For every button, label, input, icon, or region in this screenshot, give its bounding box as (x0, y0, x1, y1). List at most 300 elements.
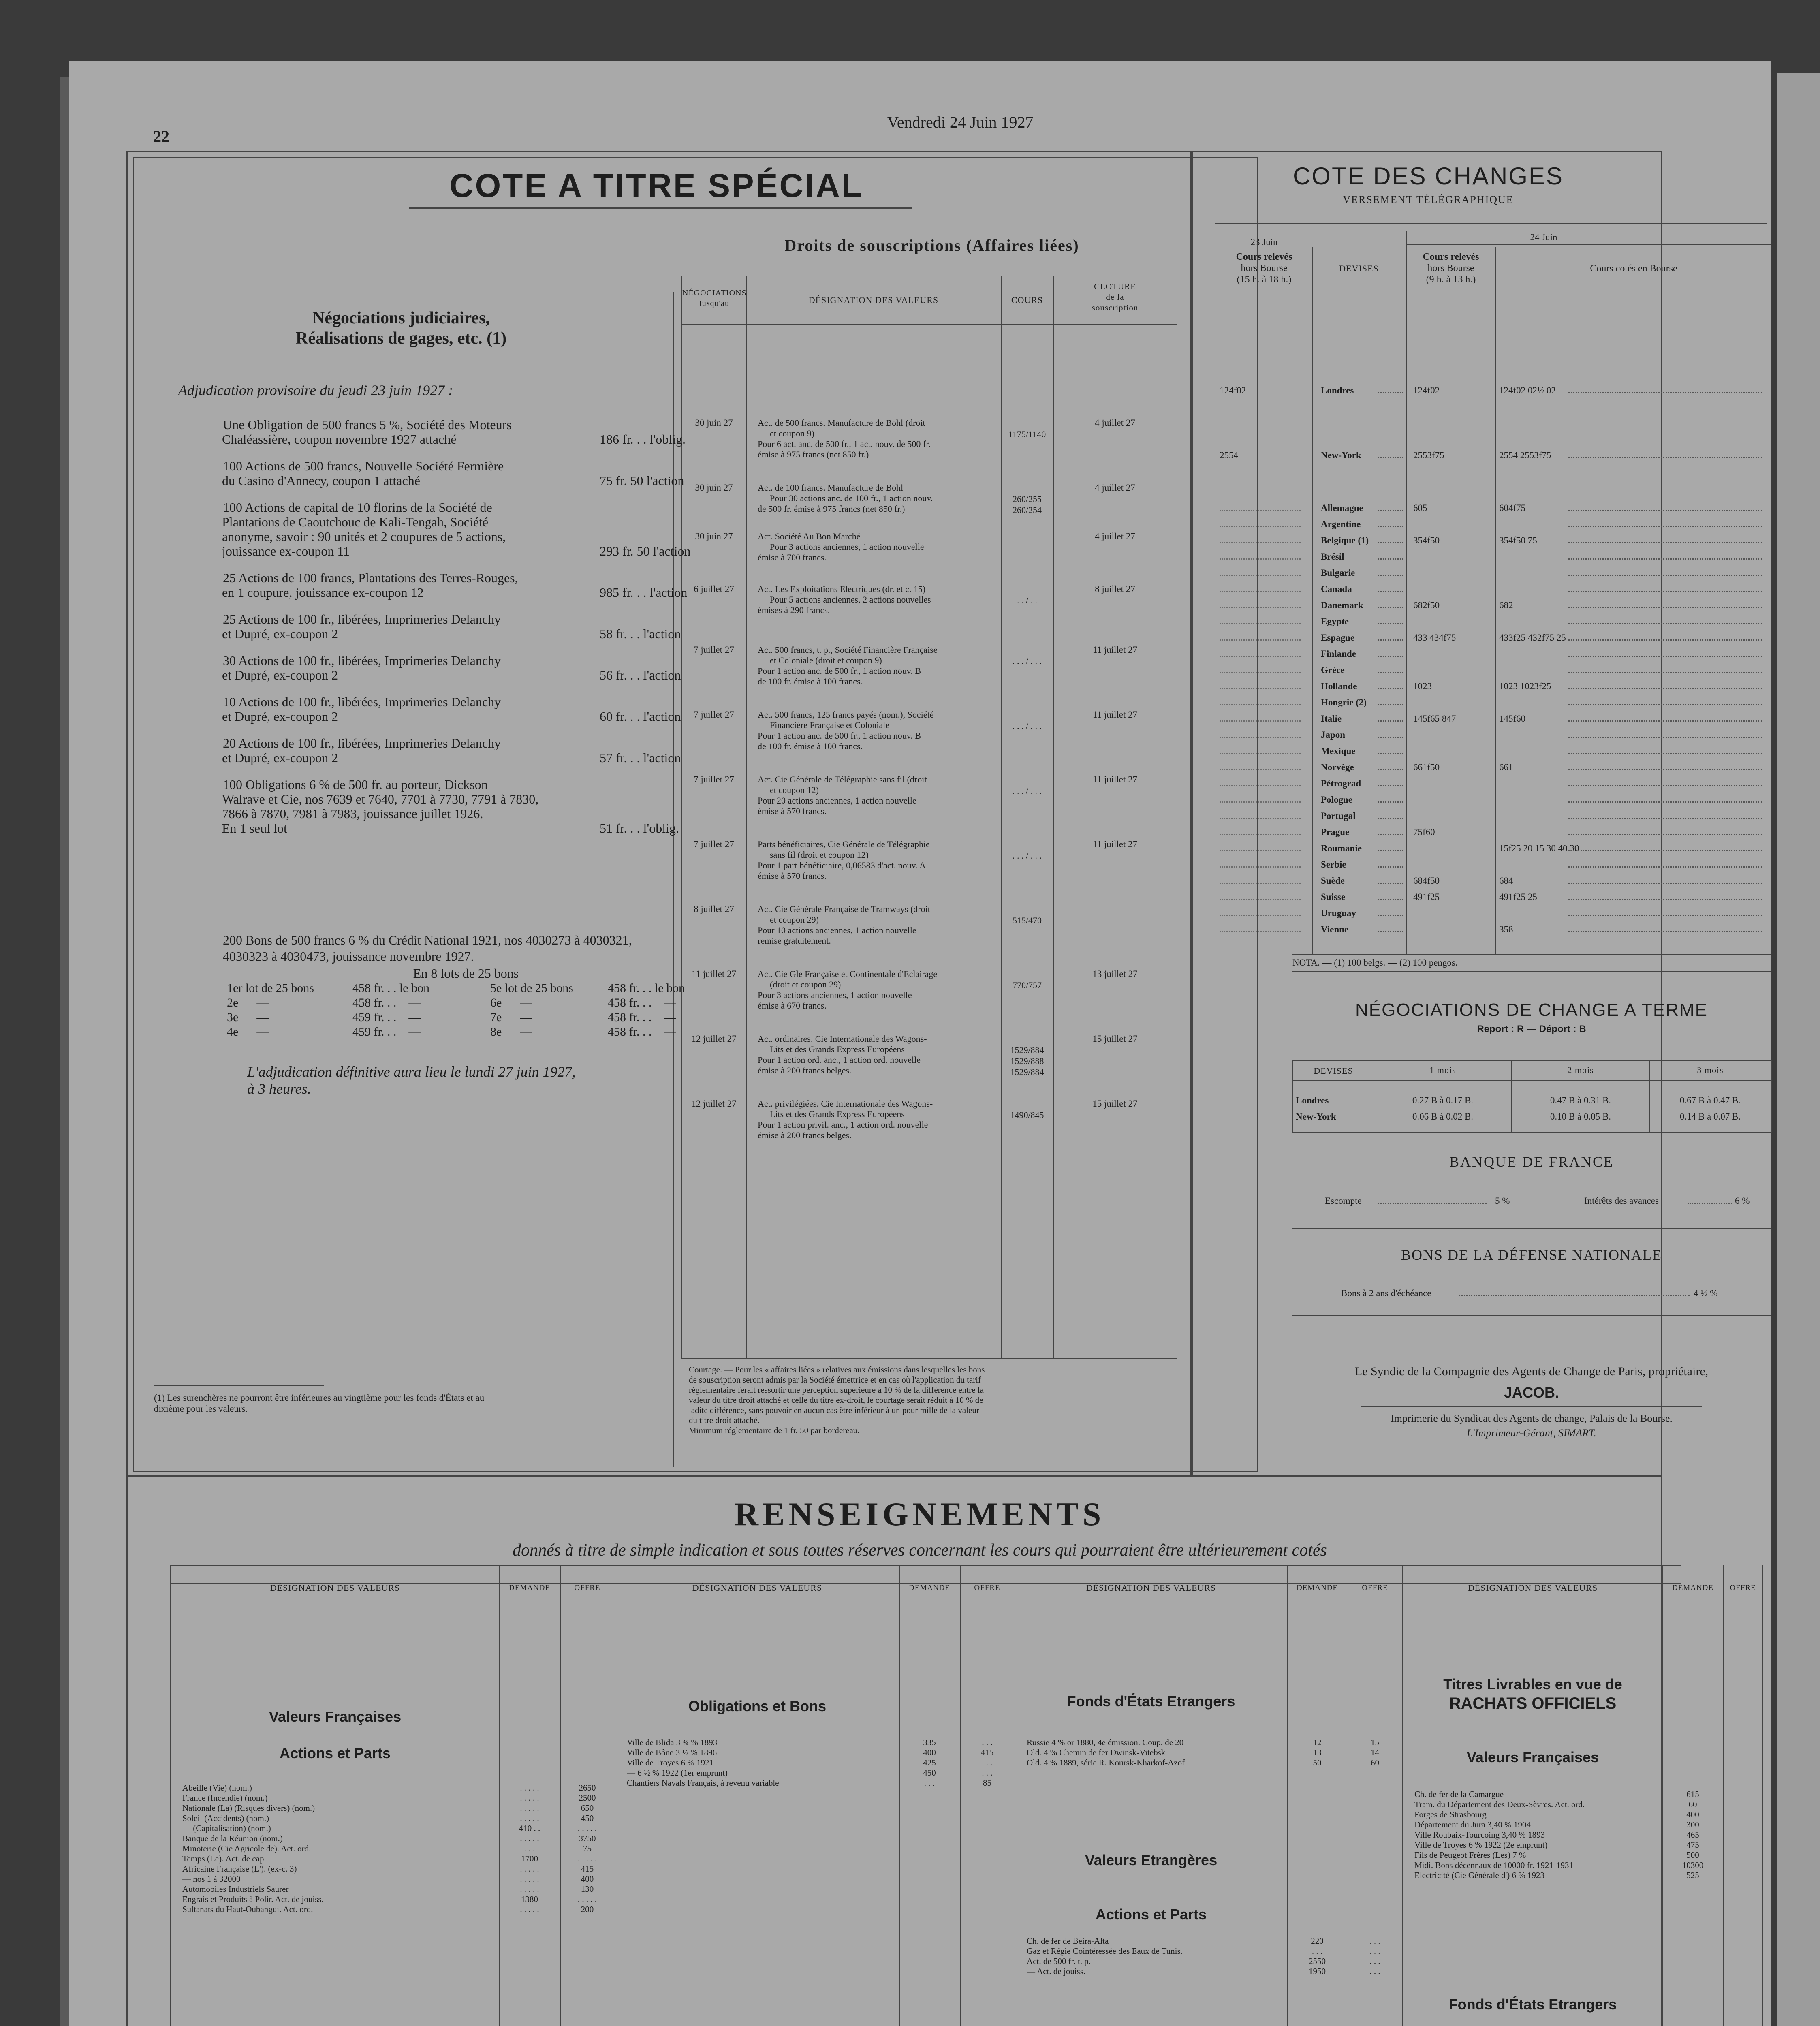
leader-dots (1568, 704, 1762, 705)
rens-row-name: Electricité (Cie Générale d') 6 % 1923 (1414, 1870, 1544, 1880)
changes-date1: 23 Juin (1250, 237, 1278, 247)
rens-row-offre: 130 (581, 1884, 594, 1894)
droits-desc: Pour 5 actions anciennes, 2 actions nouvelles (770, 594, 931, 605)
leader-dots (1568, 785, 1762, 786)
changes-title: COTE DES CHANGES (1292, 162, 1564, 190)
leader-dots (1220, 688, 1301, 689)
terme-name: Londres (1296, 1095, 1329, 1105)
special-item-text: 10 Actions de 100 fr., libérées, Imprimeries Delanchy (223, 695, 501, 709)
leader-dots (1220, 899, 1301, 900)
rens-row-offre: 400 (581, 1874, 594, 1884)
syndic-rule (1361, 1406, 1702, 1407)
rens-row-offre: 450 (581, 1813, 594, 1823)
droits-desc: de 100 fr. émise à 100 francs. (758, 676, 863, 686)
droits-desc: Pour 6 act. anc. de 500 fr., 1 act. nouv. de 500 fr. (758, 439, 931, 449)
rens-row-demande: 425 (923, 1758, 936, 1767)
droits-header-rule (681, 324, 1177, 325)
adjudication-title: Adjudication provisoire du jeudi 23 juin 1927 : (178, 382, 453, 398)
rens-row-demande: 2550 (1309, 1956, 1326, 1966)
rens-row-offre: . . . . . (577, 1854, 597, 1864)
rens-row-offre: . . . (1369, 1956, 1380, 1966)
change-name: Norvège (1321, 762, 1354, 772)
bons-text-line: 4030323 à 4030473, jouissance novembre 1927. (223, 949, 474, 964)
leader-dots (1378, 801, 1403, 803)
rens-row-name: Midi. Bons décennaux de 10000 fr. 1921-1931 (1414, 1860, 1573, 1870)
header-line: souscription (1092, 303, 1139, 312)
rens-row-name: Chantiers Navals Français, à revenu variable (627, 1778, 779, 1788)
droits-desc: et coupon 29) (770, 915, 819, 925)
leader-dots (1220, 818, 1301, 819)
changes-subtitle: VERSEMENT TÉLÉGRAPHIQUE (1343, 194, 1514, 205)
change-bourse: 15f25 20 15 30 40 30 (1499, 843, 1579, 853)
lot-b: 8e — (490, 1025, 532, 1039)
courtage-line: Courtage. — Pour les « affaires liées » relatives aux émissions dans lesquelles les bons (689, 1365, 985, 1374)
leader-dots (1220, 542, 1301, 543)
rens-header-designation: DÉSIGNATION DES VALEURS (1468, 1583, 1598, 1593)
rens-row-demande: . . . . . (520, 1874, 539, 1884)
droits-date: 7 juillet 27 (694, 774, 734, 784)
droits-desc: Act. Les Exploitations Electriques (dr. et c. 15) (758, 584, 926, 594)
droits-date: 7 juillet 27 (694, 645, 734, 655)
rens-row-name: Engrais et Produits à Polir. Act. de jouiss. (182, 1894, 324, 1904)
leader-dots (1378, 931, 1403, 932)
rens-row-name: Nationale (La) (Risques divers) (nom.) (182, 1803, 315, 1813)
rens-row-name: Russie 4 % or 1880, 4e émission. Coup. de 20 (1027, 1737, 1184, 1747)
droits-date: 12 juillet 27 (691, 1034, 737, 1044)
change-name: Pologne (1321, 795, 1352, 805)
rens-row-name: Sultanats du Haut-Oubangui. Act. ord. (182, 1904, 313, 1914)
rens-row-name: — nos 1 à 32000 (182, 1874, 241, 1884)
change-name: Serbie (1321, 859, 1346, 870)
change-bourse: 358 (1499, 924, 1513, 934)
leader-dots (1220, 510, 1301, 511)
renseignements-title: RENSEIGNEMENTS (734, 1496, 1105, 1532)
rens-row-offre: . . . . . (577, 1823, 597, 1833)
courtage-line: réglementaire ferait ressortir une perception supérieure à 10 % de la différence entre la (689, 1385, 984, 1395)
rens-row-demande: 1950 (1309, 1966, 1326, 1976)
droits-header-cours: COURS (1011, 295, 1043, 305)
change-hors: 491f25 (1413, 892, 1440, 902)
change-name: Vienne (1321, 924, 1349, 934)
rens-row-name: Forges de Strasbourg (1414, 1810, 1487, 1819)
leader-dots (1220, 656, 1301, 657)
special-item-price: 58 fr. . . l'action (600, 626, 681, 641)
courtage-note (689, 1365, 1183, 1436)
lot-b: 7e — (490, 1011, 532, 1024)
change-prev: 2554 (1220, 450, 1238, 460)
lot-a: 4e — (227, 1025, 269, 1039)
changes-col-rule (1495, 247, 1496, 954)
change-hors: 433 434f75 (1413, 633, 1456, 643)
leader-dots (1568, 457, 1762, 458)
leader-dots (1378, 672, 1403, 673)
rens-row-name: Ch. de fer de la Camargue (1414, 1789, 1504, 1799)
special-item-text: En 1 seul lot (222, 821, 287, 836)
rens-row-offre: . . . . . (577, 1894, 597, 1904)
droits-desc: émise à 700 francs. (758, 552, 827, 562)
change-name: Hongrie (2) (1321, 697, 1367, 707)
rens-section-title: Obligations et Bons (688, 1698, 826, 1714)
change-name: New-York (1321, 450, 1361, 460)
neighbor-page-edge (1777, 73, 1820, 2026)
droits-desc: Financière Française et Coloniale (770, 720, 890, 730)
change-name: Espagne (1321, 633, 1355, 643)
droits-cours: 1490/845 (1010, 1110, 1044, 1120)
banque-escompte-label: Escompte (1325, 1196, 1362, 1206)
bons-defense-label: Bons à 2 ans d'échéance (1341, 1288, 1431, 1298)
leader-dots (1378, 818, 1403, 819)
droits-desc: Pour 3 actions anciennes, 1 action nouvelle (770, 542, 924, 552)
rens-section-title: Actions et Parts (1095, 1906, 1207, 1923)
terme-header: 1 mois (1429, 1065, 1456, 1075)
lot-a-price: 459 fr. . . — (352, 1011, 421, 1024)
terme-m3: 0.67 B à 0.47 B. (1679, 1095, 1741, 1105)
droits-header-cloture (1054, 281, 1176, 313)
leader-dots (1220, 801, 1301, 803)
change-name: Canada (1321, 584, 1352, 594)
rens-header-demande: DEMANDE (1297, 1584, 1338, 1592)
changes-col-rule (1312, 247, 1313, 954)
leader-dots (1568, 575, 1762, 576)
leader-dots (1378, 915, 1403, 916)
special-item-price: 985 fr. . . l'action (600, 585, 688, 600)
change-name: Prague (1321, 827, 1350, 837)
droits-desc: Act. 500 francs, 125 francs payés (nom.), Société (758, 710, 934, 720)
droits-desc: Act. de 100 francs. Manufacture de Bohl (758, 483, 904, 493)
leader-dots (1378, 558, 1403, 560)
special-item-text: 100 Obligations 6 % de 500 fr. au porteur, Dickson (223, 777, 488, 792)
rens-row-demande: 1380 (521, 1894, 538, 1904)
special-item-text: 100 Actions de 500 francs, Nouvelle Société Fermière (223, 459, 504, 473)
leader-dots (1378, 457, 1403, 458)
droits-cours: 1529/884 1529/888 1529/884 (1010, 1045, 1044, 1077)
leader-dots (1568, 607, 1762, 608)
leader-dots (1378, 575, 1403, 576)
rens-row-name: — 6 ½ % 1922 (1er emprunt) (627, 1768, 728, 1778)
nego-title-line1: Négociations judiciaires, (312, 309, 490, 327)
droits-col-rule (746, 276, 747, 1359)
definitive-line: L'adjudication définitive aura lieu le lundi 27 juin 1927, (247, 1064, 576, 1080)
leader-dots (1378, 704, 1403, 705)
title-rule (409, 207, 912, 209)
leader-dots (1220, 915, 1301, 916)
droits-cloture: 4 juillet 27 (1095, 531, 1135, 541)
page-date: Vendredi 24 Juin 1927 (887, 113, 1034, 131)
change-name: Londres (1321, 385, 1354, 395)
rens-row-name: — Act. de jouiss. (1027, 1966, 1086, 1976)
change-name: Danemark (1321, 600, 1363, 610)
change-name: Brésil (1321, 551, 1344, 562)
droits-date: 11 juillet 27 (691, 969, 737, 979)
leader-dots (1378, 737, 1403, 738)
courtage-line: Minimum réglementaire de 1 fr. 50 par bordereau. (689, 1425, 860, 1435)
banque-avances-label: Intérêts des avances (1584, 1196, 1659, 1206)
rens-row-offre: 3750 (579, 1834, 596, 1843)
droits-cloture: 11 juillet 27 (1092, 645, 1138, 655)
droits-title: Droits de souscriptions (Affaires liées) (784, 236, 1079, 254)
footnote (154, 1392, 754, 1414)
bons-defense-title: BONS DE LA DÉFENSE NATIONALE (1401, 1247, 1662, 1263)
rens-row-name: Abeille (Vie) (nom.) (182, 1783, 252, 1793)
droits-date: 30 juin 27 (695, 531, 733, 541)
leader-dots (1378, 526, 1403, 527)
change-name: Uruguay (1321, 908, 1356, 918)
rens-section-title: Fonds d'États Etrangers (1448, 1996, 1617, 2013)
special-item-text: 30 Actions de 100 fr., libérées, Imprimeries Delanchy (223, 653, 501, 668)
rens-section-title: Valeurs Françaises (269, 1708, 402, 1725)
rens-row-name: Act. de 500 fr. t. p. (1027, 1956, 1091, 1966)
droits-cours: . . . / . . . (1012, 721, 1042, 731)
gerant-line: L'Imprimeur-Gérant, SIMART. (1466, 1427, 1597, 1439)
special-item-price: 57 fr. . . l'action (600, 750, 681, 765)
droits-desc: et Coloniale (droit et coupon 9) (770, 655, 882, 665)
leader-dots (1568, 931, 1762, 932)
leader-dots (1568, 720, 1762, 722)
droits-cours: . . . / . . . (1012, 786, 1042, 796)
change-name: Japon (1321, 730, 1346, 740)
droits-date: 30 juin 27 (695, 483, 733, 493)
leader-dots (1378, 1203, 1487, 1204)
special-item-price: 56 fr. . . l'action (600, 668, 681, 682)
droits-desc: (droit et coupon 29) (770, 979, 841, 989)
change-hors: 682f50 (1413, 600, 1440, 610)
rens-row-demande: 13 (1313, 1748, 1322, 1757)
droits-cours: . . / . . (1017, 595, 1038, 605)
change-hors: 354f50 (1413, 535, 1440, 545)
droits-desc: remise gratuitement. (758, 936, 831, 946)
rens-row-demande: 400 (923, 1748, 936, 1757)
rens-row-name: Ville de Bône 3 ½ % 1896 (627, 1748, 717, 1757)
header-line: NÉGOCIATIONS (682, 289, 747, 297)
footnote-line: dixième pour les valeurs. (154, 1404, 248, 1414)
leader-dots (1378, 607, 1403, 608)
lot-a: 3e — (227, 1011, 269, 1024)
rens-row-offre: 75 (583, 1844, 592, 1853)
droits-desc: et coupon 12) (770, 785, 819, 795)
rens-row-name: — (Capitalisation) (nom.) (182, 1823, 271, 1833)
leader-dots (1220, 672, 1301, 673)
special-item-text: jouissance ex-coupon 11 (222, 544, 350, 558)
special-item-text: 100 Actions de capital de 10 florins de la Société de (223, 500, 492, 515)
droits-col-rule (1053, 276, 1054, 1359)
rens-row-name: Ville Roubaix-Tourcoing 3,40 % 1893 (1414, 1830, 1545, 1840)
changes-col4-header: Cours cotés en Bourse (1590, 263, 1677, 274)
change-hors: 605 (1413, 503, 1427, 513)
rens-row-demande: . . . (1312, 1946, 1323, 1956)
rens-row-offre: . . . (982, 1768, 993, 1778)
leader-dots (1378, 688, 1403, 689)
special-item-text: 25 Actions de 100 francs, Plantations des Terres-Rouges, (223, 571, 518, 585)
rens-section-title: Fonds d'États Etrangers (1067, 1693, 1235, 1710)
rens-header-offre: OFFRE (974, 1584, 1000, 1592)
leader-dots (1220, 704, 1301, 705)
leader-dots (1568, 688, 1762, 689)
droits-date: 7 juillet 27 (694, 710, 734, 720)
header-line: CLOTURE (1094, 282, 1136, 291)
leader-dots (1568, 656, 1762, 657)
rens-row-demande: . . . (924, 1778, 935, 1788)
rens-row-demande: . . . . . (520, 1803, 539, 1813)
rens-header-offre: OFFRE (1730, 1584, 1756, 1592)
droits-cloture: 15 juillet 27 (1092, 1098, 1138, 1109)
leader-dots (1568, 818, 1762, 819)
rens-header-offre: OFFRE (1362, 1584, 1388, 1592)
changes-top-rule (1215, 223, 1767, 224)
leader-dots (1220, 591, 1301, 592)
change-name: Finlande (1321, 649, 1356, 659)
syndic-name: JACOB. (1504, 1384, 1559, 1401)
rens-row-offre: 14 (1371, 1748, 1379, 1757)
special-item-price: 293 fr. 50 l'action (600, 544, 691, 558)
droits-desc: Pour 10 actions anciennes, 1 action nouvelle (758, 925, 916, 935)
change-name: Bulgarie (1321, 568, 1355, 578)
leader-dots (1568, 866, 1762, 868)
droits-desc: Act. Cie Générale Française de Tramways (droit (758, 904, 930, 914)
rens-col-rule (899, 1565, 900, 2026)
rens-col-rule (1402, 1565, 1403, 2026)
rens-row-offre: . . . (1369, 1946, 1380, 1956)
change-name: Egypte (1321, 616, 1349, 626)
rens-row-name: Gaz et Régie Cointéressée des Eaux de Tunis. (1027, 1946, 1183, 1956)
droits-desc: Pour 20 actions anciennes, 1 action nouvelle (758, 795, 916, 806)
leader-dots (1378, 866, 1403, 868)
rens-row-offre: . . . (1369, 1936, 1380, 1946)
special-item-text: Plantations de Caoutchouc de Kali-Tengah, Société (222, 515, 489, 529)
rens-header-demande: DEMANDE (509, 1584, 550, 1592)
droits-left-rule (673, 292, 674, 1467)
droits-desc: Lits et des Grands Express Européens (770, 1044, 905, 1054)
special-item-price: 75 fr. 50 l'action (600, 473, 684, 488)
leader-dots (1378, 753, 1403, 754)
droits-cloture: 4 juillet 27 (1095, 418, 1135, 428)
special-item-text: et Dupré, ex-coupon 2 (222, 626, 338, 641)
rens-row-demande: 525 (1686, 1870, 1699, 1880)
change-name: Belgique (1) (1321, 535, 1369, 545)
change-bourse: 661 (1499, 762, 1513, 772)
rens-row-offre: 415 (980, 1748, 994, 1757)
leader-dots (1568, 753, 1762, 754)
terme-name: New-York (1296, 1111, 1336, 1122)
lot-a: 2e — (227, 996, 269, 1009)
header-line: (9 h. à 13 h.) (1426, 274, 1476, 285)
droits-cloture: 11 juillet 27 (1092, 839, 1138, 849)
change-bourse: 491f25 25 (1499, 892, 1537, 902)
droits-date: 30 juin 27 (695, 418, 733, 428)
rens-row-demande: 615 (1686, 1789, 1699, 1799)
terme-subtitle: Report : R — Déport : B (1477, 1024, 1586, 1034)
droits-desc: émise à 975 francs (net 850 fr.) (758, 449, 869, 459)
droits-desc: Pour 1 action anc. de 500 fr., 1 action nouv. B (758, 731, 921, 741)
rens-header-offre: OFFRE (574, 1584, 600, 1592)
leader-dots (1378, 392, 1403, 393)
header-line: Cours relevés (1236, 252, 1292, 262)
leader-dots (1459, 1295, 1690, 1296)
rens-row-offre: 415 (581, 1864, 594, 1874)
lot-b: 6e — (490, 996, 532, 1009)
droits-desc: Act. Société Au Bon Marché (758, 531, 861, 541)
rens-row-demande: 475 (1686, 1840, 1699, 1850)
leader-dots (1568, 542, 1762, 543)
bons-text-line: 200 Bons de 500 francs 6 % du Crédit National 1921, nos 4030273 à 4030321, (223, 933, 632, 947)
leader-dots (1568, 639, 1762, 641)
leader-dots (1568, 510, 1762, 511)
droits-desc: et coupon 9) (770, 428, 814, 438)
leader-dots (1568, 591, 1762, 592)
droits-date: 12 juillet 27 (691, 1098, 737, 1109)
divider-changes (1190, 151, 1193, 1476)
terme-header: 3 mois (1697, 1065, 1724, 1075)
rens-row-demande: . . . . . (520, 1864, 539, 1874)
rens-row-name: Ville de Blida 3 ¾ % 1893 (627, 1737, 718, 1747)
cote-special-title: COTE A TITRE SPÉCIAL (449, 167, 863, 204)
leader-dots (1378, 850, 1403, 851)
rens-row-demande: 10300 (1682, 1860, 1704, 1870)
special-item-text: Walrave et Cie, nos 7639 et 7640, 7701 à 7730, 7791 à 7830, (222, 792, 539, 806)
leader-dots (1568, 801, 1762, 803)
leader-dots (1568, 392, 1762, 393)
date2-rule (1406, 244, 1771, 245)
change-hors: 1023 (1413, 681, 1432, 691)
special-item-text: anonyme, savoir : 90 unités et 2 coupures de 5 actions, (222, 529, 506, 544)
header-line: Cours relevés (1423, 252, 1479, 262)
droits-header-nego (682, 288, 746, 309)
lot-a-price: 458 fr. . . — (352, 996, 421, 1009)
rens-row-name: Ville de Troyes 6 % 1921 (627, 1758, 713, 1767)
droits-desc: Pour 1 action anc. de 500 fr., 1 action nouv. B (758, 666, 921, 676)
leader-dots (1378, 591, 1403, 592)
rens-header-demande: DEMANDE (909, 1584, 950, 1592)
rens-section-title: RACHATS OFFICIELS (1449, 1695, 1617, 1712)
droits-header-designation: DÉSIGNATION DES VALEURS (808, 295, 939, 305)
definitive-line: à 3 heures. (247, 1081, 311, 1097)
rens-row-demande: 1700 (521, 1854, 538, 1864)
terme-title: NÉGOCIATIONS DE CHANGE A TERME (1355, 1000, 1708, 1020)
special-item-text: du Casino d'Annecy, coupon 1 attaché (222, 473, 420, 488)
special-item-text: 25 Actions de 100 fr., libérées, Imprimeries Delanchy (223, 612, 501, 626)
rens-row-name: Temps (Le). Act. de cap. (182, 1854, 266, 1864)
leader-dots (1220, 753, 1301, 754)
special-item-price: 60 fr. . . l'action (600, 709, 681, 724)
changes-col1-header (1216, 251, 1312, 285)
leader-dots (1220, 639, 1301, 641)
page-number: 22 (153, 127, 169, 145)
lot-a-price: 458 fr. . . le bon (352, 981, 429, 995)
terme-header: 2 mois (1567, 1065, 1594, 1075)
rens-rule (170, 1565, 1681, 1566)
special-item-text: en 1 coupure, jouissance ex-coupon 12 (222, 585, 424, 600)
leader-dots (1220, 607, 1301, 608)
lot-b-price: 458 fr. . . — (608, 996, 676, 1009)
change-bourse: 604f75 (1499, 503, 1526, 513)
rens-row-offre: . . . (1369, 1966, 1380, 1976)
leader-dots (1378, 769, 1403, 770)
rens-row-name: Banque de la Réunion (nom.) (182, 1834, 283, 1843)
footnote-rule (154, 1385, 324, 1386)
droits-desc: Pour 1 action privil. anc., 1 action ord. nouvelle (758, 1120, 928, 1130)
leader-dots (1378, 834, 1403, 835)
header-line: hors Bourse (1427, 263, 1474, 274)
terme-m2: 0.10 B à 0.05 B. (1550, 1111, 1611, 1122)
rens-row-demande: 500 (1686, 1850, 1699, 1860)
rens-row-demande: 12 (1313, 1737, 1322, 1747)
rens-row-offre: . . . (982, 1737, 993, 1747)
leader-dots (1568, 558, 1762, 560)
droits-desc: Pour 30 actions anc. de 100 fr., 1 action nouv. (770, 493, 933, 503)
renseignements-subtitle: donnés à titre de simple indication et sous toutes réserves concernant les cours qui pourraient être ultérieurement cotés (513, 1541, 1327, 1560)
rens-row-demande: . . . . . (520, 1783, 539, 1793)
rens-row-name: Old. 4 % Chemin de fer Dwinsk-Vitebsk (1027, 1748, 1166, 1757)
change-name: Pétrograd (1321, 778, 1361, 789)
